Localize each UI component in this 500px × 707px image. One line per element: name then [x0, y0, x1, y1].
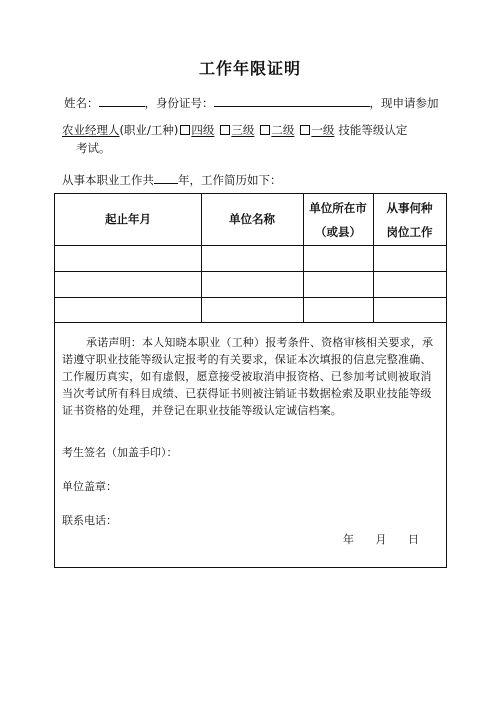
phone-label: 联系电话： [62, 514, 117, 527]
date-year: 年 [343, 533, 354, 546]
level-4-label: 四级 [191, 123, 215, 137]
seal-label: 单位盖章： [62, 480, 117, 493]
years-field[interactable] [154, 171, 178, 184]
date-line [343, 531, 419, 547]
exam-text: 考试。 [76, 141, 111, 155]
header-unit-location-2: （或县） [315, 225, 361, 239]
years-suffix: 年，工作简历如下： [178, 173, 282, 187]
after-levels-text: 技能等级认定 [338, 123, 408, 137]
level-4-checkbox[interactable] [180, 125, 190, 135]
table-hline [55, 271, 446, 272]
name-id-line [64, 94, 439, 111]
level-2-checkbox[interactable] [260, 125, 270, 135]
commitment-statement: 承诺声明：本人知晓本职业（工种）报考条件、资格审核相关要求，承诺遵守职业技能等级认定报考的有关要求，保证本次填报的信息完整准确、工作履历真实，如有虚假，愿意接受被取消申报资格、已参加考试则被取消当次考试所有科目成绩、已获得证书则被注销证书数据检索及职业技能等级证书资格的处理，并登记在职业技能等级认定诚信档案。 [62, 336, 434, 417]
occupation-suffix: (职业/工种) [119, 123, 179, 137]
years-prefix: 从事本职业工作共 [62, 173, 154, 187]
header-unit-location-1: 单位所在市 [309, 201, 367, 215]
work-history-table [54, 193, 447, 568]
header-unit-name: 单位名称 [229, 212, 275, 226]
name-label: 姓名： [64, 96, 99, 110]
occupation-value[interactable]: 农业经理人 [62, 123, 120, 137]
table-hline [55, 322, 446, 323]
id-number-field[interactable] [214, 94, 370, 107]
signature-label: 考生签名（加盖手印）： [62, 446, 178, 459]
level-3-checkbox[interactable] [220, 125, 230, 135]
id-label: ，身份证号： [144, 96, 214, 110]
apply-label: ，现申请参加 [369, 96, 439, 110]
name-field[interactable] [99, 94, 145, 107]
level-3-label: 三级 [231, 123, 255, 137]
level-1-checkbox[interactable] [300, 125, 310, 135]
table-hline [55, 297, 446, 298]
years-line [62, 171, 282, 188]
occupation-line [62, 122, 407, 138]
table-hline [55, 245, 446, 246]
date-month: 月 [375, 533, 387, 546]
header-period: 起止年月 [105, 212, 151, 226]
header-position-2: 岗位工作 [386, 225, 433, 239]
level-2-label: 二级 [271, 123, 295, 137]
date-day: 日 [408, 533, 419, 546]
header-position-1: 从事何种 [386, 201, 433, 215]
page-title: 工作年限证明 [198, 59, 301, 78]
level-1-label: 一级 [311, 123, 335, 137]
